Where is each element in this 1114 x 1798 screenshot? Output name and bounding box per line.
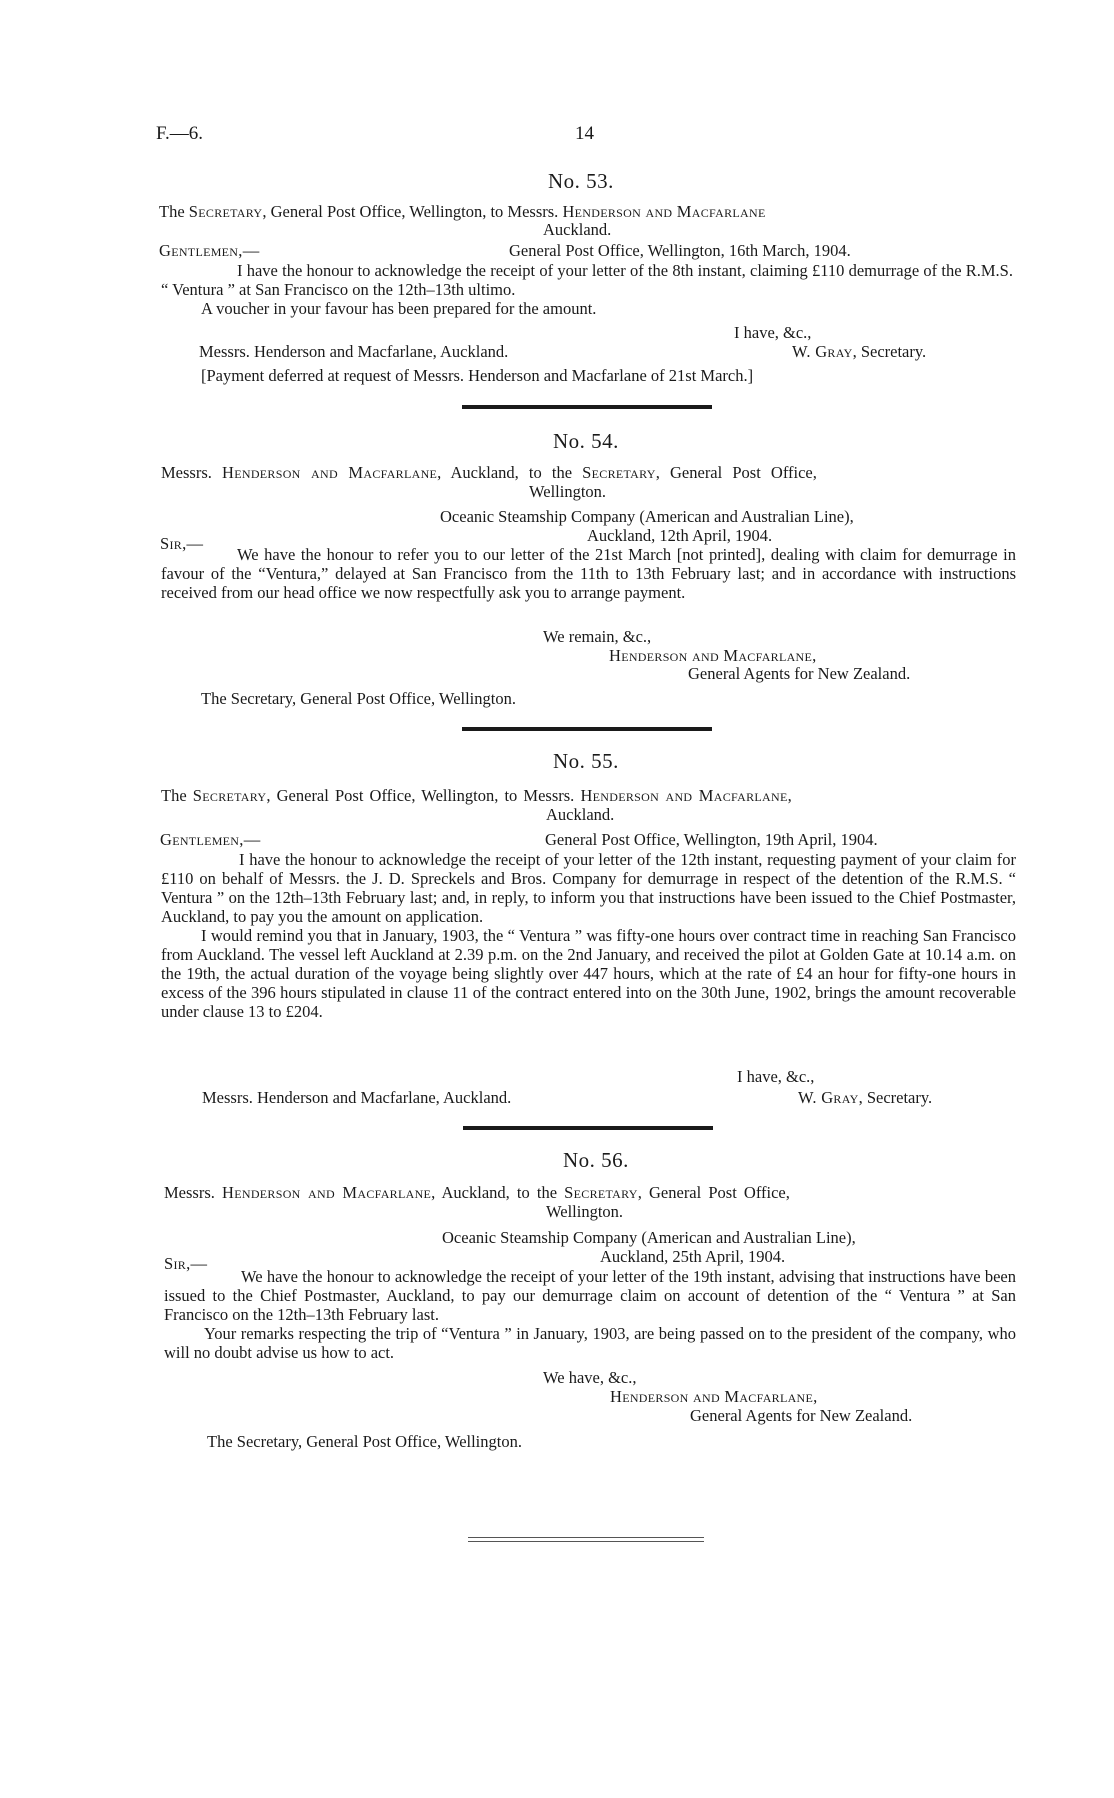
letter-number: No. 55. (553, 749, 619, 773)
heading-mid: , Auckland, to the (431, 1183, 565, 1202)
letter-heading (161, 463, 817, 482)
section-divider (462, 405, 712, 409)
addressee: The Secretary, General Post Office, Wellington. (201, 689, 516, 708)
signature (798, 1088, 932, 1107)
place-date: Auckland, 12th April, 1904. (587, 526, 773, 545)
paragraph: I have the honour to acknowledge the receipt of your letter of the 12th instant, requesting payment of your claim for £110 on behalf of Messrs. the J. D. Spreckels and Bros. Company for demurrage in respect of the detention of the R.M.S. “ Ventura ” on the 12th–13th February last; and, in reply, to inform you that instructions have been issued to the Chief Postmaster, Auckland, to pay you the amount on application. (161, 850, 1016, 926)
salutation: Sir,— (160, 534, 204, 553)
signature-title: , Secretary. (852, 342, 927, 361)
letter-body (164, 1267, 1016, 1362)
section-reference: F.—6. (156, 123, 204, 144)
closing: I have, &c., (737, 1067, 815, 1086)
paragraph: Your remarks respecting the trip of “Ventura ” in January, 1903, are being passed on to the president of the company, who will no doubt advise us how to act. (164, 1324, 1016, 1362)
heading-from: Henderson and Macfarlane (222, 463, 438, 482)
letter-number: No. 53. (548, 169, 614, 193)
heading-mid: , General Post Office, Wellington, to Messrs. (266, 786, 581, 805)
signature-title: General Agents for New Zealand. (688, 664, 911, 683)
closing: I have, &c., (734, 323, 812, 342)
heading-to: Henderson and Macfarlane (562, 202, 766, 221)
signature-title: General Agents for New Zealand. (690, 1406, 913, 1425)
addressee: Messrs. Henderson and Macfarlane, Auckland. (202, 1088, 512, 1107)
heading-line2: Wellington. (529, 482, 607, 501)
heading-line2: Wellington. (546, 1202, 624, 1221)
end-rule-bottom (468, 1541, 704, 1542)
heading-mid: , Auckland, to the (437, 463, 583, 482)
salutation: Gentlemen,— (160, 830, 261, 849)
letter-body (161, 850, 1016, 1021)
letter-body (161, 261, 1013, 318)
heading-post: , General Post Office, (655, 463, 817, 482)
place-date: General Post Office, Wellington, 16th March, 1904. (509, 241, 851, 260)
heading-pre: Messrs. (161, 463, 223, 482)
section-divider (463, 1126, 713, 1130)
page-number: 14 (575, 123, 594, 144)
section-divider (462, 727, 712, 731)
heading-from: Secretary (188, 202, 263, 221)
heading-pre: The (159, 202, 189, 221)
signature-name: Henderson and Macfarlane, (610, 1387, 818, 1406)
salutation: Gentlemen,— (159, 241, 260, 260)
closing: We have, &c., (543, 1368, 637, 1387)
place-date: Auckland, 25th April, 1904. (600, 1247, 786, 1266)
signature-title: , Secretary. (858, 1088, 933, 1107)
letter-number: No. 54. (553, 429, 619, 453)
signature-name: W. Gray (798, 1088, 859, 1107)
letter-body (161, 545, 1016, 602)
letter-heading (159, 202, 766, 221)
heading-to: Secretary (564, 1183, 638, 1202)
signature (792, 342, 926, 361)
heading-mid: , General Post Office, Wellington, to Messrs. (262, 202, 563, 221)
signature-name: Henderson and Macfarlane, (609, 646, 817, 665)
paragraph: I would remind you that in January, 1903, the “ Ventura ” was fifty-one hours over contract time in reaching San Francisco from Auckland. The vessel left Auckland at 2.39 p.m. on the 2nd January, and received the pilot at Golden Gate at 10.14 a.m. on the 19th, the actual duration of the voyage being slightly over 447 hours, which at the rate of £4 an hour for fifty-one hours in excess of the 396 hours stipulated in clause 11 of the contract entered into on the 30th June, 1902, brings the amount recoverable under clause 13 to £204. (161, 926, 1016, 1021)
heading-from: Henderson and Macfarlane (222, 1183, 432, 1202)
addressee: The Secretary, General Post Office, Wellington. (207, 1432, 522, 1451)
letterhead: Oceanic Steamship Company (American and Australian Line), (442, 1228, 856, 1247)
paragraph: A voucher in your favour has been prepared for the amount. (201, 299, 597, 318)
salutation: Sir,— (164, 1254, 208, 1273)
place-date: General Post Office, Wellington, 19th April, 1904. (545, 830, 878, 849)
letter-number: No. 56. (563, 1148, 629, 1172)
heading-to: Henderson and Macfarlane (580, 786, 788, 805)
heading-from: Secretary (192, 786, 267, 805)
paragraph: I have the honour to acknowledge the receipt of your letter of the 8th instant, claiming £110 demurrage of the R.M.S. “ Ventura ” at San Francisco on the 12th–13th ultimo. (161, 261, 1013, 299)
letter-heading (161, 786, 792, 805)
end-rule-top (468, 1537, 704, 1538)
heading-post: , (787, 786, 792, 805)
signature-name: W. Gray (792, 342, 853, 361)
heading-to: Secretary (582, 463, 656, 482)
heading-pre: Messrs. (164, 1183, 223, 1202)
heading-line2: Auckland. (546, 805, 615, 824)
heading-post: , General Post Office, (637, 1183, 790, 1202)
paragraph: We have the honour to refer you to our letter of the 21st March [not printed], dealing with claim for demurrage in favour of the “Ventura,” delayed at San Francisco from the 11th to 13th February last; and in accordance with instructions received from our head office we now respectfully ask you to arrange payment. (161, 545, 1016, 602)
heading-pre: The (161, 786, 193, 805)
paragraph: We have the honour to acknowledge the receipt of your letter of the 19th instant, advising that instructions have been issued to the Chief Postmaster, Auckland, to pay our demurrage claim on account of detention of the “ Ventura ” at San Francisco on the 12th–13th February last. (164, 1267, 1016, 1324)
editorial-note: [Payment deferred at request of Messrs. Henderson and Macfarlane of 21st March.] (201, 366, 754, 385)
letter-heading (164, 1183, 790, 1202)
heading-line2: Auckland. (543, 220, 612, 239)
addressee: Messrs. Henderson and Macfarlane, Auckland. (199, 342, 509, 361)
closing: We remain, &c., (543, 627, 652, 646)
letterhead: Oceanic Steamship Company (American and Australian Line), (440, 507, 854, 526)
